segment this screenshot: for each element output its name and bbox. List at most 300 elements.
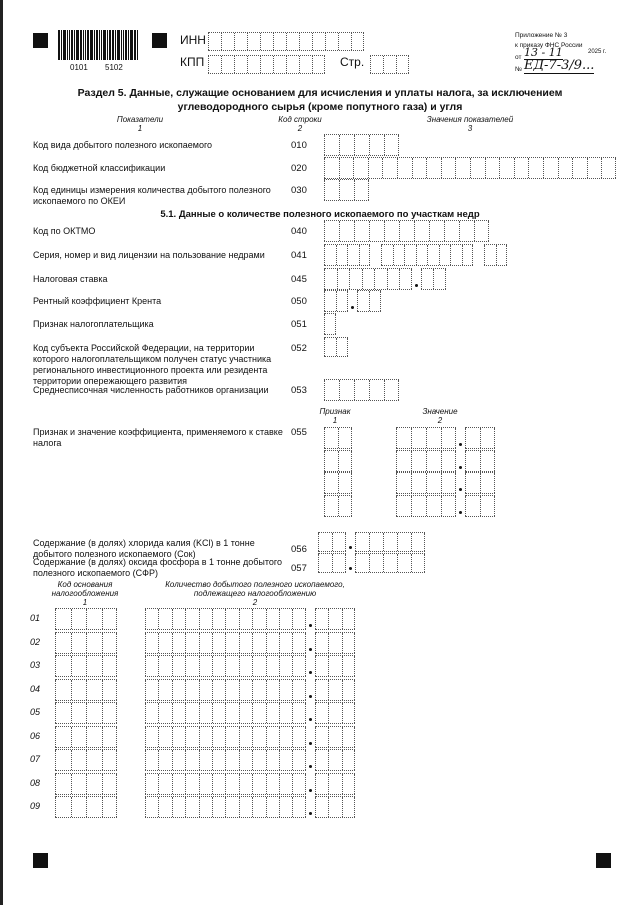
coef-value-3[interactable] xyxy=(465,472,495,494)
input-cell[interactable] xyxy=(145,774,158,794)
input-cell[interactable] xyxy=(71,680,87,700)
input-cell[interactable] xyxy=(234,56,247,73)
input-cell[interactable] xyxy=(462,245,474,265)
input-cell[interactable] xyxy=(339,380,354,400)
input-cell[interactable] xyxy=(239,680,252,700)
taxbase-code-04[interactable] xyxy=(55,679,117,701)
input-cell[interactable] xyxy=(426,428,441,448)
input-cell[interactable] xyxy=(411,473,426,493)
input-cell[interactable] xyxy=(172,680,185,700)
input-cell[interactable] xyxy=(399,221,414,241)
input-cell[interactable] xyxy=(225,703,238,723)
input-cell[interactable] xyxy=(247,56,260,73)
input-cell[interactable] xyxy=(185,633,198,653)
input-cell[interactable] xyxy=(499,158,514,178)
input-cell[interactable] xyxy=(342,797,355,817)
input-cell[interactable] xyxy=(315,750,328,770)
input-cell[interactable] xyxy=(338,33,351,50)
input-cell[interactable] xyxy=(441,451,456,471)
input-cell[interactable] xyxy=(384,135,399,155)
field-041[interactable] xyxy=(324,244,370,266)
input-cell[interactable] xyxy=(514,158,529,178)
taxbase-code-09[interactable] xyxy=(55,796,117,818)
input-cell[interactable] xyxy=(172,609,185,629)
input-cell[interactable] xyxy=(252,774,265,794)
input-cell[interactable] xyxy=(86,703,102,723)
input-cell[interactable] xyxy=(239,609,252,629)
field-056[interactable] xyxy=(318,532,346,552)
input-cell[interactable] xyxy=(102,633,118,653)
taxbase-code-03[interactable] xyxy=(55,655,117,677)
input-cell[interactable] xyxy=(158,774,171,794)
input-cell[interactable] xyxy=(357,291,369,311)
input-cell[interactable] xyxy=(55,609,71,629)
input-cell[interactable] xyxy=(158,750,171,770)
input-cell[interactable] xyxy=(312,56,325,73)
input-cell[interactable] xyxy=(412,158,427,178)
field-010[interactable] xyxy=(324,134,399,156)
taxbase-quantity-06[interactable] xyxy=(145,726,306,748)
input-cell[interactable] xyxy=(328,774,341,794)
input-cell[interactable] xyxy=(185,727,198,747)
input-cell[interactable] xyxy=(292,750,305,770)
input-cell[interactable] xyxy=(369,135,384,155)
input-cell[interactable] xyxy=(315,703,328,723)
input-cell[interactable] xyxy=(145,727,158,747)
taxbase-code-01[interactable] xyxy=(55,608,117,630)
input-cell[interactable] xyxy=(55,797,71,817)
input-cell[interactable] xyxy=(239,774,252,794)
input-cell[interactable] xyxy=(71,750,87,770)
input-cell[interactable] xyxy=(208,33,221,50)
input-cell[interactable] xyxy=(411,496,426,516)
input-cell[interactable] xyxy=(225,727,238,747)
input-cell[interactable] xyxy=(396,473,411,493)
input-cell[interactable] xyxy=(71,703,87,723)
input-cell[interactable] xyxy=(292,656,305,676)
taxbase-quantity-05[interactable] xyxy=(145,702,306,724)
input-cell[interactable] xyxy=(315,680,328,700)
input-cell[interactable] xyxy=(212,703,225,723)
input-cell[interactable] xyxy=(199,727,212,747)
input-cell[interactable] xyxy=(337,269,350,289)
input-cell[interactable] xyxy=(354,221,369,241)
input-cell[interactable] xyxy=(342,727,355,747)
field-057[interactable] xyxy=(318,553,346,573)
input-cell[interactable] xyxy=(312,33,325,50)
input-cell[interactable] xyxy=(354,180,369,200)
input-cell[interactable] xyxy=(252,727,265,747)
input-cell[interactable] xyxy=(172,750,185,770)
input-cell[interactable] xyxy=(338,473,352,493)
input-cell[interactable] xyxy=(470,158,485,178)
input-cell[interactable] xyxy=(332,554,346,572)
input-cell[interactable] xyxy=(247,33,260,50)
input-cell[interactable] xyxy=(459,221,474,241)
input-cell[interactable] xyxy=(185,680,198,700)
input-cell[interactable] xyxy=(145,680,158,700)
input-cell[interactable] xyxy=(102,680,118,700)
input-cell[interactable] xyxy=(292,609,305,629)
input-cell[interactable] xyxy=(572,158,587,178)
input-cell[interactable] xyxy=(185,750,198,770)
input-cell[interactable] xyxy=(399,269,412,289)
input-cell[interactable] xyxy=(328,750,341,770)
input-cell[interactable] xyxy=(342,656,355,676)
input-cell[interactable] xyxy=(338,496,352,516)
input-cell[interactable] xyxy=(252,633,265,653)
input-cell[interactable] xyxy=(369,291,381,311)
input-cell[interactable] xyxy=(383,533,397,551)
taxbase-quantity-03[interactable] xyxy=(145,655,306,677)
input-cell[interactable] xyxy=(86,750,102,770)
coef-value-2[interactable] xyxy=(396,450,456,472)
input-cell[interactable] xyxy=(239,797,252,817)
input-cell[interactable] xyxy=(328,609,341,629)
input-cell[interactable] xyxy=(292,680,305,700)
input-cell[interactable] xyxy=(426,158,441,178)
input-cell[interactable] xyxy=(286,33,299,50)
input-cell[interactable] xyxy=(324,314,336,334)
field-050[interactable] xyxy=(324,290,348,312)
taxbase-quantity-07[interactable] xyxy=(145,749,306,771)
inn-cells[interactable] xyxy=(208,32,364,51)
taxbase-quantity-01[interactable] xyxy=(315,608,355,630)
input-cell[interactable] xyxy=(55,633,71,653)
input-cell[interactable] xyxy=(252,750,265,770)
coef-value-4[interactable] xyxy=(465,495,495,517)
taxbase-quantity-09[interactable] xyxy=(315,796,355,818)
taxbase-quantity-08[interactable] xyxy=(145,773,306,795)
input-cell[interactable] xyxy=(212,774,225,794)
input-cell[interactable] xyxy=(225,656,238,676)
input-cell[interactable] xyxy=(485,158,500,178)
input-cell[interactable] xyxy=(601,158,616,178)
input-cell[interactable] xyxy=(368,158,383,178)
taxbase-code-02[interactable] xyxy=(55,632,117,654)
input-cell[interactable] xyxy=(185,656,198,676)
input-cell[interactable] xyxy=(359,245,371,265)
field-041[interactable] xyxy=(381,244,473,266)
input-cell[interactable] xyxy=(71,609,87,629)
input-cell[interactable] xyxy=(465,451,480,471)
field-052[interactable] xyxy=(324,337,348,357)
input-cell[interactable] xyxy=(427,245,439,265)
input-cell[interactable] xyxy=(208,56,221,73)
input-cell[interactable] xyxy=(315,633,328,653)
input-cell[interactable] xyxy=(315,609,328,629)
input-cell[interactable] xyxy=(397,533,411,551)
input-cell[interactable] xyxy=(480,451,495,471)
input-cell[interactable] xyxy=(480,473,495,493)
input-cell[interactable] xyxy=(86,774,102,794)
input-cell[interactable] xyxy=(266,633,279,653)
input-cell[interactable] xyxy=(480,496,495,516)
input-cell[interactable] xyxy=(393,245,405,265)
input-cell[interactable] xyxy=(71,727,87,747)
input-cell[interactable] xyxy=(55,680,71,700)
input-cell[interactable] xyxy=(396,496,411,516)
input-cell[interactable] xyxy=(328,703,341,723)
input-cell[interactable] xyxy=(225,609,238,629)
input-cell[interactable] xyxy=(225,633,238,653)
input-cell[interactable] xyxy=(199,703,212,723)
input-cell[interactable] xyxy=(212,680,225,700)
input-cell[interactable] xyxy=(145,633,158,653)
input-cell[interactable] xyxy=(353,158,368,178)
input-cell[interactable] xyxy=(324,221,339,241)
input-cell[interactable] xyxy=(102,609,118,629)
input-cell[interactable] xyxy=(336,338,348,356)
coef-sign-3[interactable] xyxy=(324,472,352,494)
input-cell[interactable] xyxy=(221,56,234,73)
input-cell[interactable] xyxy=(279,703,292,723)
input-cell[interactable] xyxy=(369,533,383,551)
input-cell[interactable] xyxy=(387,269,400,289)
input-cell[interactable] xyxy=(397,158,412,178)
input-cell[interactable] xyxy=(370,56,383,73)
input-cell[interactable] xyxy=(441,473,456,493)
input-cell[interactable] xyxy=(444,221,459,241)
input-cell[interactable] xyxy=(252,797,265,817)
input-cell[interactable] xyxy=(355,554,369,572)
input-cell[interactable] xyxy=(336,245,348,265)
input-cell[interactable] xyxy=(324,496,338,516)
input-cell[interactable] xyxy=(286,56,299,73)
input-cell[interactable] xyxy=(324,180,339,200)
input-cell[interactable] xyxy=(145,609,158,629)
input-cell[interactable] xyxy=(86,633,102,653)
input-cell[interactable] xyxy=(426,496,441,516)
input-cell[interactable] xyxy=(292,727,305,747)
field-057[interactable] xyxy=(355,553,425,573)
input-cell[interactable] xyxy=(212,797,225,817)
input-cell[interactable] xyxy=(71,797,87,817)
input-cell[interactable] xyxy=(324,158,339,178)
taxbase-quantity-02[interactable] xyxy=(145,632,306,654)
taxbase-quantity-03[interactable] xyxy=(315,655,355,677)
input-cell[interactable] xyxy=(315,727,328,747)
taxbase-code-06[interactable] xyxy=(55,726,117,748)
input-cell[interactable] xyxy=(342,680,355,700)
input-cell[interactable] xyxy=(342,633,355,653)
input-cell[interactable] xyxy=(362,269,375,289)
input-cell[interactable] xyxy=(328,797,341,817)
input-cell[interactable] xyxy=(292,703,305,723)
input-cell[interactable] xyxy=(324,338,336,356)
input-cell[interactable] xyxy=(252,680,265,700)
input-cell[interactable] xyxy=(252,703,265,723)
page-cells[interactable] xyxy=(370,55,409,74)
input-cell[interactable] xyxy=(71,774,87,794)
input-cell[interactable] xyxy=(212,609,225,629)
input-cell[interactable] xyxy=(474,221,489,241)
input-cell[interactable] xyxy=(292,774,305,794)
input-cell[interactable] xyxy=(324,380,339,400)
input-cell[interactable] xyxy=(421,269,434,289)
input-cell[interactable] xyxy=(199,609,212,629)
input-cell[interactable] xyxy=(55,750,71,770)
input-cell[interactable] xyxy=(266,703,279,723)
input-cell[interactable] xyxy=(273,33,286,50)
coef-sign-1[interactable] xyxy=(324,427,352,449)
input-cell[interactable] xyxy=(342,750,355,770)
input-cell[interactable] xyxy=(86,797,102,817)
input-cell[interactable] xyxy=(158,633,171,653)
input-cell[interactable] xyxy=(266,609,279,629)
input-cell[interactable] xyxy=(279,797,292,817)
field-045[interactable] xyxy=(324,268,412,290)
input-cell[interactable] xyxy=(411,451,426,471)
input-cell[interactable] xyxy=(145,703,158,723)
input-cell[interactable] xyxy=(332,533,346,551)
input-cell[interactable] xyxy=(384,380,399,400)
input-cell[interactable] xyxy=(86,609,102,629)
input-cell[interactable] xyxy=(411,554,425,572)
input-cell[interactable] xyxy=(55,656,71,676)
input-cell[interactable] xyxy=(426,451,441,471)
input-cell[interactable] xyxy=(292,633,305,653)
input-cell[interactable] xyxy=(279,656,292,676)
input-cell[interactable] xyxy=(324,473,338,493)
input-cell[interactable] xyxy=(102,797,118,817)
input-cell[interactable] xyxy=(496,245,508,265)
input-cell[interactable] xyxy=(404,245,416,265)
input-cell[interactable] xyxy=(199,774,212,794)
input-cell[interactable] xyxy=(384,221,399,241)
input-cell[interactable] xyxy=(396,451,411,471)
taxbase-quantity-01[interactable] xyxy=(145,608,306,630)
field-051[interactable] xyxy=(324,313,336,335)
input-cell[interactable] xyxy=(158,727,171,747)
input-cell[interactable] xyxy=(324,291,336,311)
input-cell[interactable] xyxy=(279,680,292,700)
input-cell[interactable] xyxy=(324,245,336,265)
field-056[interactable] xyxy=(355,532,425,552)
input-cell[interactable] xyxy=(355,533,369,551)
input-cell[interactable] xyxy=(145,797,158,817)
input-cell[interactable] xyxy=(239,656,252,676)
input-cell[interactable] xyxy=(266,727,279,747)
input-cell[interactable] xyxy=(328,633,341,653)
input-cell[interactable] xyxy=(315,656,328,676)
input-cell[interactable] xyxy=(328,680,341,700)
field-020[interactable] xyxy=(324,157,616,179)
input-cell[interactable] xyxy=(102,656,118,676)
input-cell[interactable] xyxy=(266,750,279,770)
input-cell[interactable] xyxy=(416,245,428,265)
coef-value-1[interactable] xyxy=(465,427,495,449)
input-cell[interactable] xyxy=(225,680,238,700)
taxbase-code-05[interactable] xyxy=(55,702,117,724)
input-cell[interactable] xyxy=(71,656,87,676)
coef-sign-2[interactable] xyxy=(324,450,352,472)
input-cell[interactable] xyxy=(266,774,279,794)
input-cell[interactable] xyxy=(324,269,337,289)
input-cell[interactable] xyxy=(465,428,480,448)
input-cell[interactable] xyxy=(455,158,470,178)
taxbase-quantity-04[interactable] xyxy=(315,679,355,701)
input-cell[interactable] xyxy=(324,451,338,471)
input-cell[interactable] xyxy=(338,451,352,471)
input-cell[interactable] xyxy=(158,703,171,723)
taxbase-quantity-09[interactable] xyxy=(145,796,306,818)
input-cell[interactable] xyxy=(328,656,341,676)
input-cell[interactable] xyxy=(102,727,118,747)
input-cell[interactable] xyxy=(279,774,292,794)
input-cell[interactable] xyxy=(212,656,225,676)
input-cell[interactable] xyxy=(349,269,362,289)
input-cell[interactable] xyxy=(441,496,456,516)
input-cell[interactable] xyxy=(587,158,602,178)
input-cell[interactable] xyxy=(172,727,185,747)
input-cell[interactable] xyxy=(558,158,573,178)
input-cell[interactable] xyxy=(225,797,238,817)
input-cell[interactable] xyxy=(145,750,158,770)
input-cell[interactable] xyxy=(339,158,354,178)
input-cell[interactable] xyxy=(212,727,225,747)
input-cell[interactable] xyxy=(266,680,279,700)
field-041[interactable] xyxy=(484,244,507,266)
input-cell[interactable] xyxy=(318,554,332,572)
input-cell[interactable] xyxy=(199,680,212,700)
input-cell[interactable] xyxy=(225,750,238,770)
input-cell[interactable] xyxy=(185,797,198,817)
input-cell[interactable] xyxy=(252,609,265,629)
taxbase-code-07[interactable] xyxy=(55,749,117,771)
input-cell[interactable] xyxy=(86,727,102,747)
input-cell[interactable] xyxy=(315,774,328,794)
input-cell[interactable] xyxy=(158,609,171,629)
input-cell[interactable] xyxy=(347,245,359,265)
input-cell[interactable] xyxy=(351,33,364,50)
coef-value-3[interactable] xyxy=(396,472,456,494)
input-cell[interactable] xyxy=(381,245,393,265)
kpp-cells[interactable] xyxy=(208,55,325,74)
input-cell[interactable] xyxy=(239,633,252,653)
input-cell[interactable] xyxy=(338,428,352,448)
input-cell[interactable] xyxy=(239,703,252,723)
input-cell[interactable] xyxy=(374,269,387,289)
input-cell[interactable] xyxy=(234,33,247,50)
input-cell[interactable] xyxy=(383,554,397,572)
input-cell[interactable] xyxy=(383,56,396,73)
input-cell[interactable] xyxy=(86,680,102,700)
input-cell[interactable] xyxy=(299,56,312,73)
field-050[interactable] xyxy=(357,290,381,312)
input-cell[interactable] xyxy=(528,158,543,178)
taxbase-quantity-05[interactable] xyxy=(315,702,355,724)
input-cell[interactable] xyxy=(225,774,238,794)
input-cell[interactable] xyxy=(336,291,348,311)
input-cell[interactable] xyxy=(433,269,446,289)
input-cell[interactable] xyxy=(279,609,292,629)
coef-sign-4[interactable] xyxy=(324,495,352,517)
input-cell[interactable] xyxy=(279,750,292,770)
input-cell[interactable] xyxy=(484,245,496,265)
input-cell[interactable] xyxy=(465,496,480,516)
input-cell[interactable] xyxy=(354,135,369,155)
input-cell[interactable] xyxy=(86,656,102,676)
coef-value-1[interactable] xyxy=(396,427,456,449)
taxbase-code-08[interactable] xyxy=(55,773,117,795)
input-cell[interactable] xyxy=(158,656,171,676)
input-cell[interactable] xyxy=(102,703,118,723)
input-cell[interactable] xyxy=(315,797,328,817)
input-cell[interactable] xyxy=(199,750,212,770)
input-cell[interactable] xyxy=(55,703,71,723)
input-cell[interactable] xyxy=(212,750,225,770)
